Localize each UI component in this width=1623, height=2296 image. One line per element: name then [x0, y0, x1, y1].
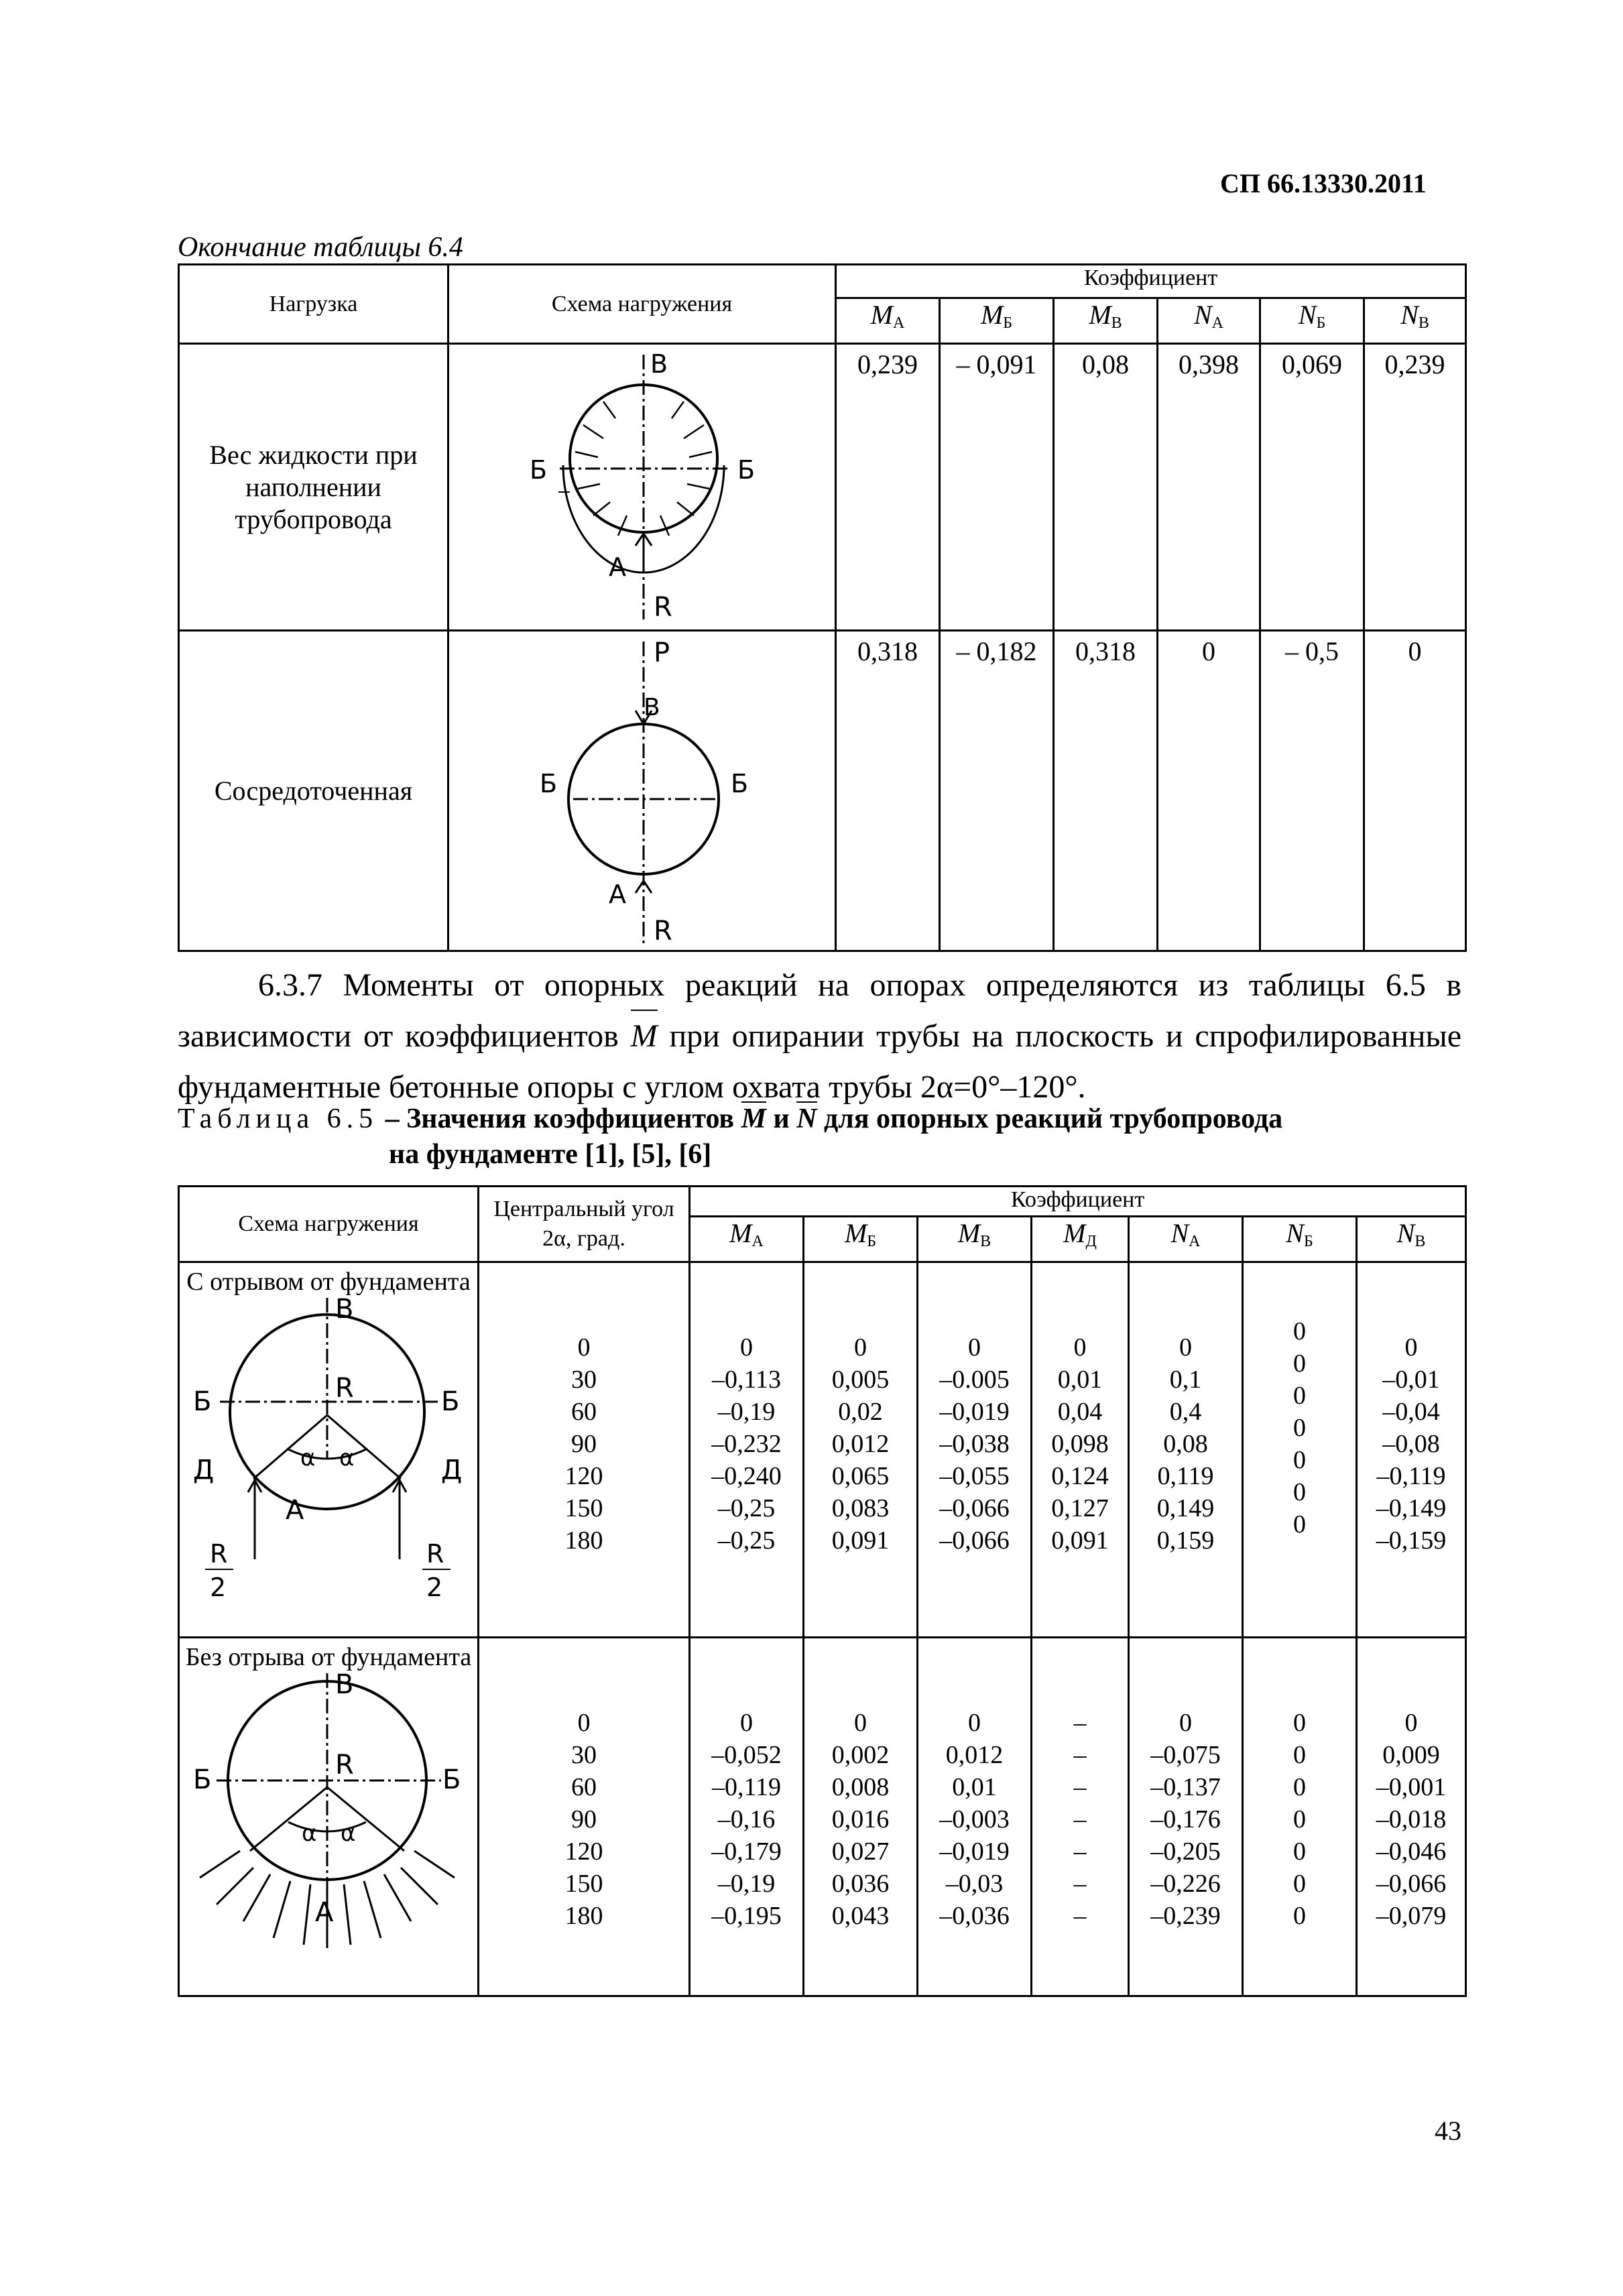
label-a: А: [315, 1897, 334, 1928]
label-b-right: Б: [737, 455, 756, 485]
cell: 0,069: [1260, 344, 1364, 631]
label-a: А: [286, 1495, 304, 1526]
label-r: R: [654, 592, 672, 623]
label-d-left: Д: [193, 1455, 215, 1486]
separation-diagram: [180, 1298, 479, 1606]
section-title: Без отрыва от фундамента: [185, 1643, 472, 1671]
label-b-left: Б: [193, 1764, 212, 1795]
label-alpha: α: [302, 1820, 317, 1847]
document-code: СП 66.13330.2011: [1220, 168, 1427, 198]
scheme-fluid-weight: [448, 344, 836, 631]
cell: 0,08: [1054, 344, 1158, 631]
column-mb: 0 0,002 0,008 0,016 0,027 0,036 0,043: [804, 1638, 918, 1996]
label-d-right: Д: [441, 1455, 463, 1486]
paragraph-6-3-7: [178, 960, 1461, 1113]
paragraph-part2: при опирании трубы на плоскость и спрофилированные фундаментные бетонные опоры с углом охвата трубы 2α=0°–120°.: [178, 1018, 1462, 1105]
table-continuation-title: Окончание таблицы 6.4: [178, 232, 463, 263]
header-scheme: Схема нагружения: [448, 265, 836, 344]
coef-header: N В: [1364, 298, 1466, 344]
symbol-m: M: [631, 1011, 658, 1062]
coef-header: N В: [1357, 1217, 1466, 1262]
paragraph-part1: 6.3.7 Моменты от опорных реакций на опорах определяются из таблицы 6.5 в зависимости от коэффициентов: [178, 967, 1461, 1054]
column-md: – – – – – – –: [1032, 1638, 1129, 1996]
coef-header: M А: [836, 298, 940, 344]
label-alpha: α: [341, 1820, 356, 1847]
column-ma: 0 –0,052 –0,119 –0,16 –0,179 –0,19 –0,195: [690, 1638, 804, 1996]
column-mv: 0 0,012 0,01 –0,003 –0,019 –0,03 –0,036: [918, 1638, 1032, 1996]
cell: – 0,182: [940, 631, 1054, 951]
section-title: С отрывом от фундамента: [186, 1268, 471, 1296]
label-v: В: [644, 694, 660, 721]
coef-header: N Б: [1243, 1217, 1357, 1262]
column-mv: 0 –0.005 –0,019 –0,038 –0,055 –0,066 –0,066: [918, 1262, 1032, 1638]
label-r: R: [335, 1373, 354, 1404]
table-6-4: [178, 263, 1467, 952]
angles-list: 0 30 60 90 120 150 180: [479, 1638, 690, 1996]
cell: 0: [1364, 631, 1466, 951]
coef-header: N Б: [1260, 298, 1364, 344]
header-coefficient: Коэффициент: [690, 1187, 1466, 1217]
table-6-5: [178, 1185, 1467, 1997]
label-r2-den: 2: [426, 1573, 443, 1602]
label-b-left: Б: [193, 1386, 212, 1417]
label-r2-den: 2: [210, 1573, 227, 1602]
column-ma: 0 –0,113 –0,19 –0,232 –0,240 –0,25 –0,25: [690, 1262, 804, 1638]
no-separation-diagram: [180, 1673, 479, 1968]
angles-list: 0 30 60 90 120 150 180: [479, 1262, 690, 1638]
label-v: В: [650, 349, 668, 379]
header-coefficient: Коэффициент: [836, 265, 1466, 298]
cell: 0: [1158, 631, 1260, 951]
concentrated-load-diagram: [449, 631, 837, 947]
table-6-5-caption: Таблица 6.5 – Значения коэффициентов M и N для опорных реакций трубопровода: [178, 1103, 1282, 1135]
label-r: R: [654, 916, 672, 947]
column-na: 0 0,1 0,4 0,08 0,119 0,149 0,159: [1129, 1262, 1243, 1638]
load-name: Вес жидкости при наполнении трубопровода: [179, 344, 448, 631]
page-number: 43: [1435, 2116, 1461, 2146]
column-nv: 0 0,009 –0,001 –0,018 –0,046 –0,066 –0,079: [1357, 1638, 1466, 1996]
coef-header: M Б: [940, 298, 1054, 344]
header-scheme: Схема нагружения: [179, 1187, 479, 1262]
label-a: А: [609, 552, 626, 582]
fluid-weight-diagram: [449, 345, 837, 626]
coef-header: N А: [1129, 1217, 1243, 1262]
label-alpha: α: [300, 1445, 316, 1471]
column-mb: 0 0,005 0,02 0,012 0,065 0,083 0,091: [804, 1262, 918, 1638]
coef-header: M А: [690, 1217, 804, 1262]
label-r: R: [335, 1750, 354, 1780]
coef-header: M В: [918, 1217, 1032, 1262]
label-b-left: Б: [540, 769, 558, 798]
scheme-concentrated: [448, 631, 836, 951]
label-alpha: α: [339, 1445, 355, 1471]
table-6-5-caption-line2: на фундаменте [1], [5], [6]: [389, 1139, 712, 1170]
column-nb: 0 0 0 0 0 0 0: [1243, 1638, 1357, 1996]
column-md: 0 0,01 0,04 0,098 0,124 0,127 0,091: [1032, 1262, 1129, 1638]
scheme-with-separation: [179, 1262, 479, 1638]
coef-header: M Б: [804, 1217, 918, 1262]
cell: 0,318: [836, 631, 940, 951]
column-nv: 0 –0,01 –0,04 –0,08 –0,119 –0,149 –0,159: [1357, 1262, 1466, 1638]
column-na: 0 –0,075 –0,137 –0,176 –0,205 –0,226 –0,239: [1129, 1638, 1243, 1996]
cell: 0,239: [1364, 344, 1466, 631]
label-r2-num: R: [426, 1539, 444, 1569]
header-angle: Центральный угол 2α, град.: [479, 1187, 690, 1262]
cell: – 0,5: [1260, 631, 1364, 951]
label-r2-num: R: [210, 1539, 228, 1569]
label-b-right: Б: [441, 1386, 460, 1417]
cell: 0,318: [1054, 631, 1158, 951]
coef-header: M Д: [1032, 1217, 1129, 1262]
load-name: Сосредоточенная: [179, 631, 448, 951]
label-p: P: [654, 638, 670, 668]
cell: 0,239: [836, 344, 940, 631]
label-b-right: Б: [442, 1764, 461, 1795]
coef-header: M В: [1054, 298, 1158, 344]
label-b-left: Б: [530, 455, 548, 485]
label-a: А: [609, 880, 626, 909]
header-load: Нагрузка: [179, 265, 448, 344]
scheme-without-separation: [179, 1638, 479, 1996]
column-nb: 0 0 0 0 0 0 0: [1243, 1262, 1357, 1638]
label-b-right: Б: [731, 769, 749, 798]
label-v: В: [335, 1673, 354, 1700]
cell: – 0,091: [940, 344, 1054, 631]
label-v: В: [335, 1298, 354, 1325]
cell: 0,398: [1158, 344, 1260, 631]
coef-header: N А: [1158, 298, 1260, 344]
